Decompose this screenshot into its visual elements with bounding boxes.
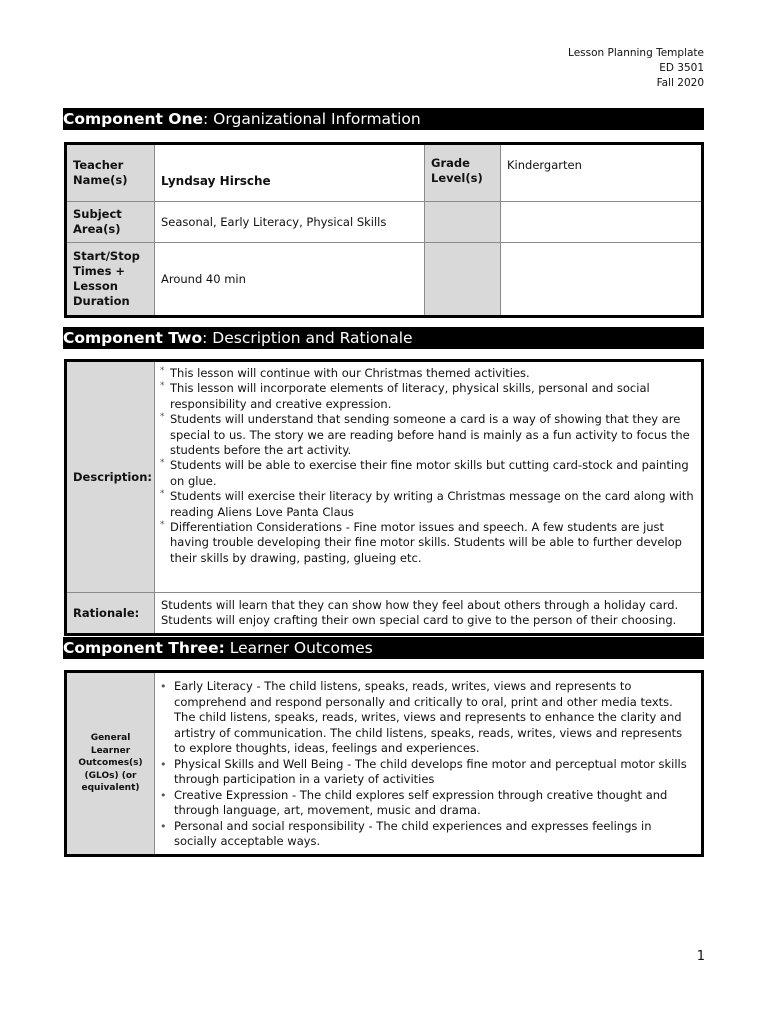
table-row xyxy=(66,243,703,317)
table-row xyxy=(66,361,703,593)
component-two-heading xyxy=(63,327,704,349)
list-item: * Students will exercise their literacy by writing a Christmas message on the card along with reading Aliens Love Panta Claus xyxy=(160,489,697,520)
course-code: ED 3501 xyxy=(659,62,704,74)
component-two-heading-bold: Component Two xyxy=(63,329,203,347)
component-three-heading xyxy=(63,637,704,659)
description-label: Description: xyxy=(66,361,155,593)
time-label: Start/Stop Times + Lesson Duration xyxy=(66,243,155,317)
list-item: * Students will be able to exercise their fine motor skills but cutting card-stock and painting on glue. xyxy=(160,458,697,489)
term: Fall 2020 xyxy=(656,77,704,89)
empty-cell xyxy=(425,202,501,243)
list-item: * Students will understand that sending someone a card is a way of showing that they are special to us. The story we are reading before hand is mainly as a fun activity to focus the students before the art activity. xyxy=(160,412,697,458)
description-cell xyxy=(155,361,703,593)
empty-cell xyxy=(501,243,703,317)
empty-cell xyxy=(425,243,501,317)
glo-cell xyxy=(155,672,703,856)
list-item: • Creative Expression - The child explores self expression through creative thought and through language, art, movement, music and drama. xyxy=(160,788,695,819)
rationale-label: Rationale: xyxy=(66,593,155,635)
empty-cell xyxy=(501,202,703,243)
list-item: * This lesson will incorporate elements of literacy, physical skills, personal and social responsibility and creative expression. xyxy=(160,381,697,412)
component-one-heading xyxy=(63,108,704,130)
list-item: • Personal and social responsibility - The child experiences and expresses feelings in socially acceptable ways. xyxy=(160,819,695,850)
subject-value: Seasonal, Early Literacy, Physical Skills xyxy=(155,202,425,243)
rationale-text: Students will learn that they can show how they feel about others through a holiday card. Students will enjoy crafting their own special card to give to the person of their choosing. xyxy=(155,593,703,635)
component-one-heading-rest: : Organizational Information xyxy=(203,110,421,128)
teacher-label: Teacher Name(s) xyxy=(66,144,155,202)
page-number: 1 xyxy=(696,949,705,964)
organizational-info-table xyxy=(64,142,704,318)
component-three-heading-bold: Component Three: xyxy=(63,639,225,657)
teacher-value: Lyndsay Hirsche xyxy=(155,144,425,202)
table-row xyxy=(66,672,703,856)
table-row xyxy=(66,593,703,635)
table-row xyxy=(66,202,703,243)
glo-label: General Learner Outcomes(s) (GLOs) (or equivalent) xyxy=(66,672,155,856)
list-item: * Differentiation Considerations - Fine motor issues and speech. A few students are just having trouble developing their fine motor skills. Students will be able to further develop their skills by drawing, pasting, glueing etc. xyxy=(160,520,697,566)
learner-outcomes-table xyxy=(64,670,704,857)
component-two-heading-rest: : Description and Rationale xyxy=(202,329,413,347)
grade-label: Grade Level(s) xyxy=(425,144,501,202)
component-one-heading-bold: Component One xyxy=(63,110,204,128)
time-value: Around 40 min xyxy=(155,243,425,317)
list-item: • Physical Skills and Well Being - The child develops fine motor and perceptual motor skills through participation in a variety of activities xyxy=(160,757,695,788)
list-item: • Early Literacy - The child listens, speaks, reads, writes, views and represents to comprehend and respond personally and critically to oral, print and other media texts. The child listens, speaks, reads, writes, views and represents to enhance the clarity and artistry of communication. The child listens, speaks, reads, writes, views and represents to explore thoughts, ideas, feelings and experiences. xyxy=(160,679,695,757)
table-row xyxy=(66,144,703,202)
description-rationale-table xyxy=(64,359,704,636)
grade-value: Kindergarten xyxy=(501,144,703,202)
list-item: * This lesson will continue with our Christmas themed activities. xyxy=(160,366,697,381)
glo-list xyxy=(160,679,695,850)
template-title: Lesson Planning Template xyxy=(568,47,704,59)
document-header xyxy=(568,46,704,91)
subject-label: Subject Area(s) xyxy=(66,202,155,243)
description-list xyxy=(160,366,697,566)
component-three-heading-rest: Learner Outcomes xyxy=(224,639,373,657)
